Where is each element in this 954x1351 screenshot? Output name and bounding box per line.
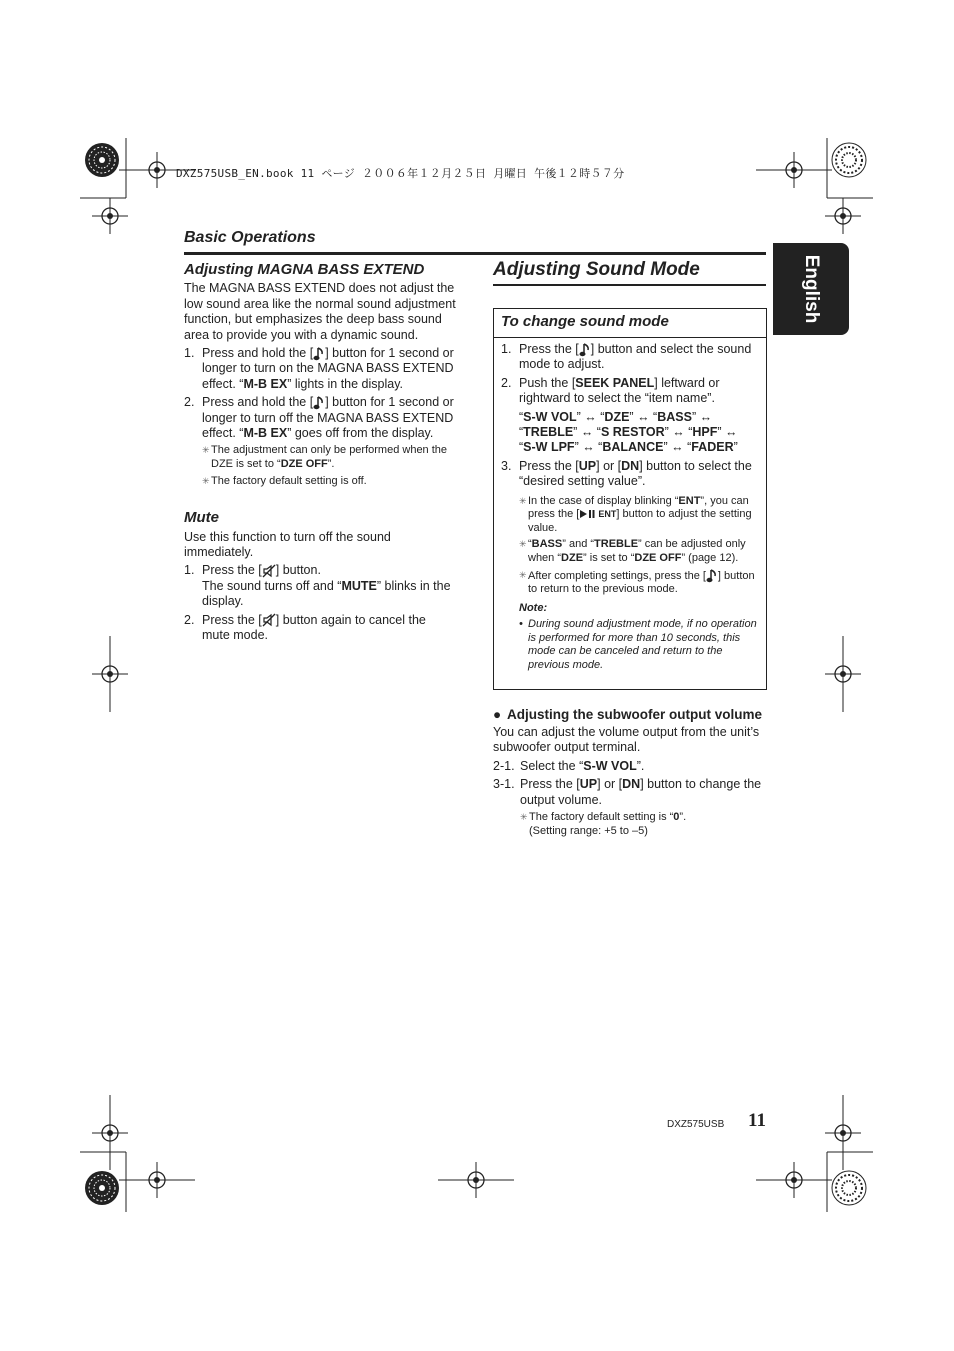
asterisk-icon: ✳ (519, 539, 527, 550)
mute-speaker-icon (262, 564, 276, 578)
mute-heading: Mute (184, 509, 219, 527)
sound-mode-title: Adjusting Sound Mode (493, 259, 700, 280)
section-title: Basic Operations (184, 229, 316, 246)
mute-intro: Use this function to turn off the sound immediately. (184, 529, 391, 560)
box-note-3: ✳ After completing settings, press the [ ] button to return to the previous mode. (519, 569, 755, 596)
subwoofer-heading: ● Adjusting the subwoofer output volume (493, 707, 762, 722)
left-column (184, 262, 456, 644)
music-note-icon (313, 347, 325, 361)
box-note-2: ✳ “BASS” and “TREBLE” can be adjusted only when “DZE” is set to “DZE OFF” (page 12). (519, 538, 746, 565)
item-sequence: “S-W VOL” ↔ “DZE” ↔ “BASS” ↔ “TREBLE” ↔ “S RESTOR” ↔ “HPF” ↔ “S-W LPF” ↔ “BALANCE” ↔ “FADER” (519, 409, 738, 455)
note-text: • During sound adjustment mode, if no operation is performed for more than 10 seconds, this mode can be canceled and return to the previous mode. (519, 618, 757, 671)
change-sound-mode-box (493, 308, 767, 690)
model-number: DXZ575USB (667, 1119, 725, 1130)
subwoofer-note: ✳ The factory default setting is “0”. (Setting range: +5 to –5) (520, 811, 687, 837)
subwoofer-intro: You can adjust the volume output from the unit’s subwoofer output terminal. (493, 725, 760, 755)
asterisk-icon: ✳ (202, 475, 210, 486)
asterisk-icon: ✳ (519, 495, 527, 506)
language-tab (773, 243, 849, 335)
magna-step-1: 1. Press and hold the [ ] button for 1 second or longer to turn on the MAGNA BASS EXTEND effect. “M-B EX” lights in the display. (184, 346, 454, 391)
asterisk-icon: ✳ (519, 569, 527, 580)
magna-step-2: 2. Press and hold the [ ] button for 1 second or longer to turn off the MAGNA BASS EXTEND effect. “M-B EX” goes off from the display. (184, 395, 454, 441)
play-pause-icon (579, 509, 595, 519)
magna-intro: The MAGNA BASS EXTEND does not adjust the low sound area like the normal sound adjustment function, but emphasizes the deep bass sound area to provide you with a dynamic sound. (184, 281, 456, 342)
mute-speaker-icon (262, 613, 276, 627)
box-note-1: ✳ In the case of display blinking “ENT”, you can press the [ ENT] button to adjust the setting value. (519, 494, 752, 534)
music-note-icon (313, 396, 325, 410)
asterisk-icon: ✳ (520, 812, 528, 823)
mute-step-1: 1. Press the [ ] button. The sound turns off and “MUTE” blinks in the display. (184, 563, 451, 609)
page-number: 11 (748, 1110, 766, 1131)
magna-note-1: ✳ The adjustment can only be performed when the DZE is set to “DZE OFF”. (202, 444, 448, 471)
box-step-1: 1. Press the [ ] button and select the sound mode to adjust. (501, 342, 752, 372)
magna-heading: Adjusting MAGNA BASS EXTEND (184, 261, 425, 278)
book-file-line: DXZ575USB_EN.book 11 ページ ２００６年１２月２５日 月曜日 午後１２時５７分 (176, 167, 625, 180)
subwoofer-step-2: 3-1. Press the [UP] or [DN] button to change the output volume. (493, 777, 762, 807)
music-note-icon (706, 569, 718, 583)
title-rule (493, 284, 766, 286)
box-heading: To change sound mode (494, 309, 766, 338)
asterisk-icon: ✳ (202, 445, 210, 456)
header-rule (184, 252, 766, 255)
subwoofer-section (493, 706, 768, 838)
bullet-icon: ● (493, 707, 502, 722)
subwoofer-step-1: 2-1. Select the “S-W VOL”. (493, 758, 645, 773)
box-step-2: 2. Push the [SEEK PANEL] leftward or rightward to select the “item name”. (501, 375, 720, 406)
magna-note-2: ✳ The factory default setting is off. (202, 474, 367, 487)
box-step-3: 3. Press the [UP] or [DN] button to select the “desired setting value”. (501, 458, 752, 489)
note-label: Note: (519, 601, 548, 614)
mute-step-2: 2. Press the [ ] button again to cancel the mute mode. (184, 612, 426, 643)
language-tab-label: English (801, 254, 822, 324)
music-note-icon (579, 343, 591, 357)
